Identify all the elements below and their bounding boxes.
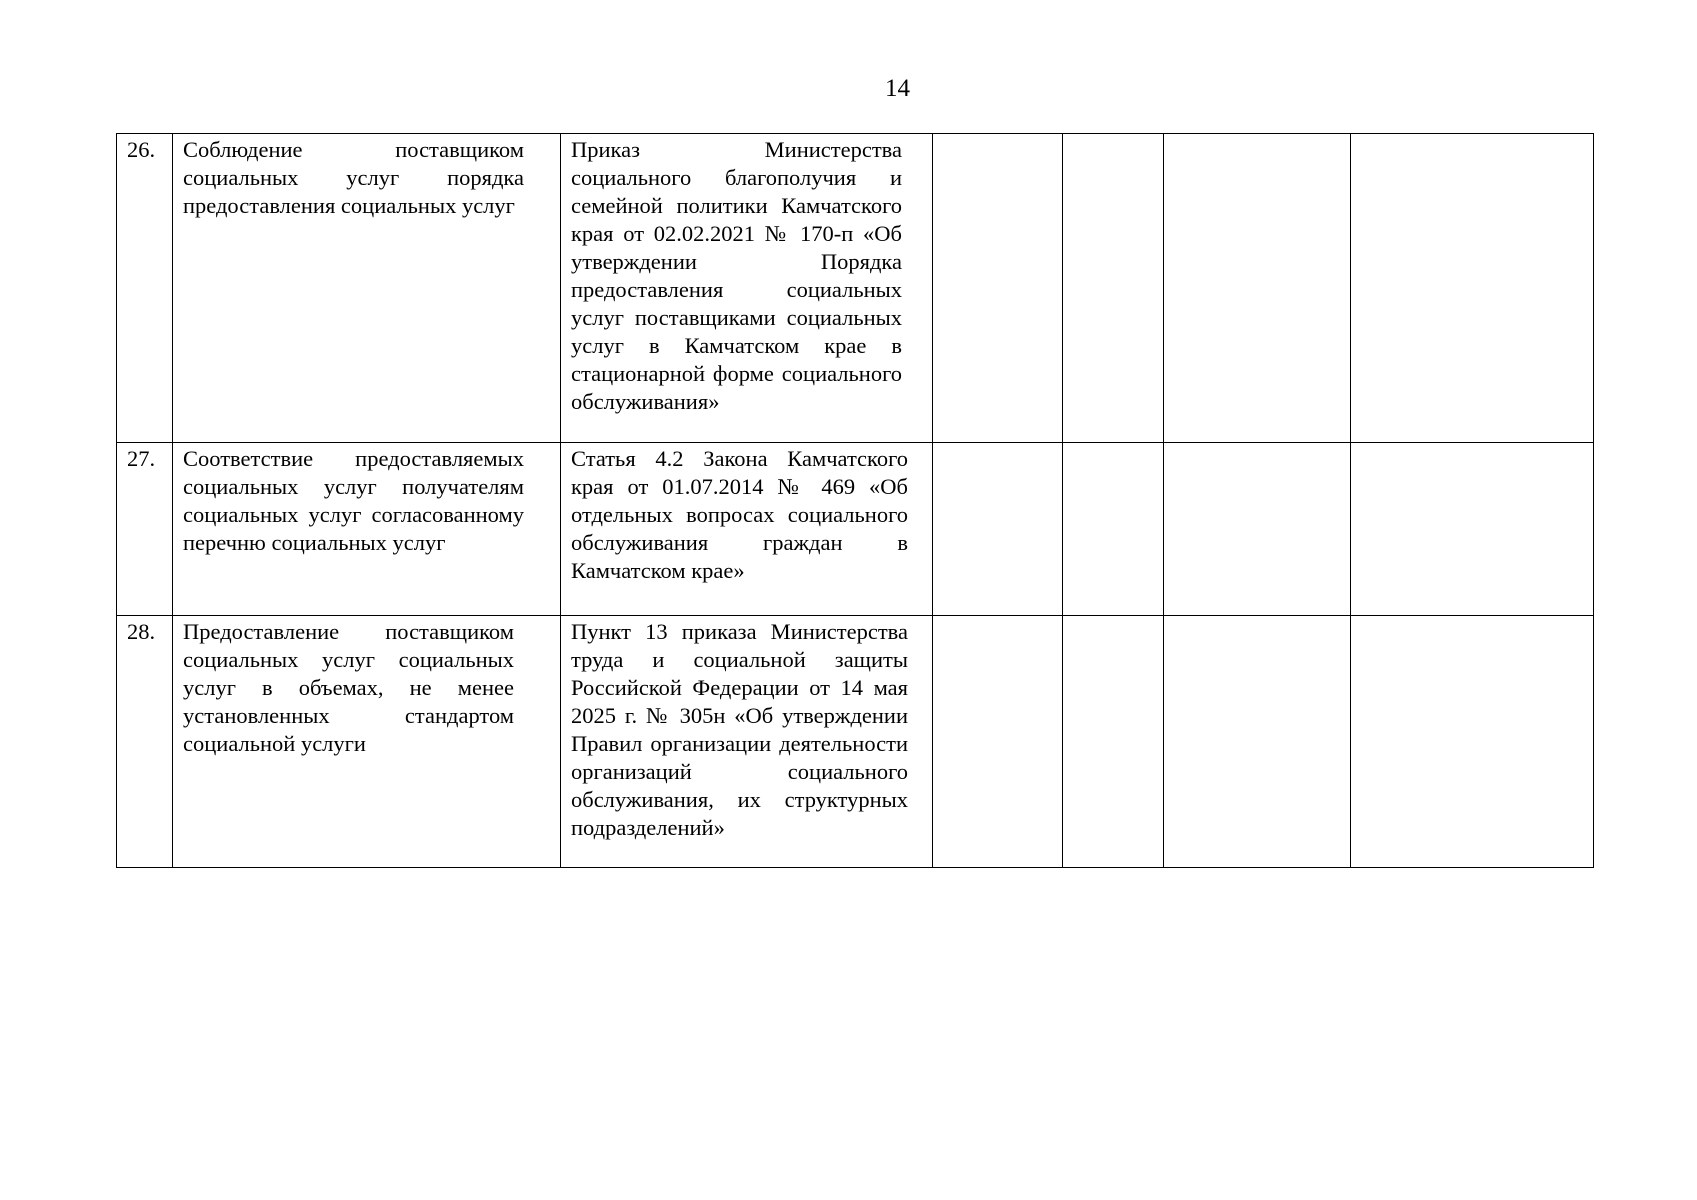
empty-cell <box>1351 443 1594 616</box>
empty-cell <box>1063 443 1164 616</box>
page-number: 14 <box>885 75 910 102</box>
requirement-cell: Соответствие предоставляемых социальных услуг получателям социальных услуг согласованному перечню социальных услуг <box>173 443 561 616</box>
empty-cell <box>1351 134 1594 443</box>
legal-basis-cell: Приказ Министерства социального благополучия и семейной политики Камчатского края от 02.02.2021 № 170-п «Об утверждении Порядка предоставления социальных услуг поставщиками социальных услуг в Камчатском крае в стационарной форме социального обслуживания» <box>561 134 933 443</box>
legal-basis-cell: Статья 4.2 Закона Камчатского края от 01.07.2014 № 469 «Об отдельных вопросах социального обслуживания граждан в Камчатском крае» <box>561 443 933 616</box>
requirement-cell: Предоставление поставщиком социальных услуг социальных услуг в объемах, не менее установленных стандартом социальной услуги <box>173 616 561 868</box>
row-number: 28. <box>117 616 173 868</box>
row-number: 27. <box>117 443 173 616</box>
table-row <box>117 443 1594 616</box>
empty-cell <box>1164 443 1351 616</box>
legal-basis-cell: Пункт 13 приказа Министерства труда и социальной защиты Российской Федерации от 14 мая 2025 г. № 305н «Об утверждении Правил организации деятельности организаций социального обслуживания, их структурных подразделений» <box>561 616 933 868</box>
empty-cell <box>1351 616 1594 868</box>
empty-cell <box>933 134 1063 443</box>
table-row <box>117 134 1594 443</box>
checklist-table <box>116 133 1594 868</box>
empty-cell <box>1164 134 1351 443</box>
empty-cell <box>1164 616 1351 868</box>
table-row <box>117 616 1594 868</box>
empty-cell <box>933 616 1063 868</box>
row-number: 26. <box>117 134 173 443</box>
empty-cell <box>933 443 1063 616</box>
requirement-cell: Соблюдение поставщиком социальных услуг порядка предоставления социальных услуг <box>173 134 561 443</box>
empty-cell <box>1063 134 1164 443</box>
empty-cell <box>1063 616 1164 868</box>
